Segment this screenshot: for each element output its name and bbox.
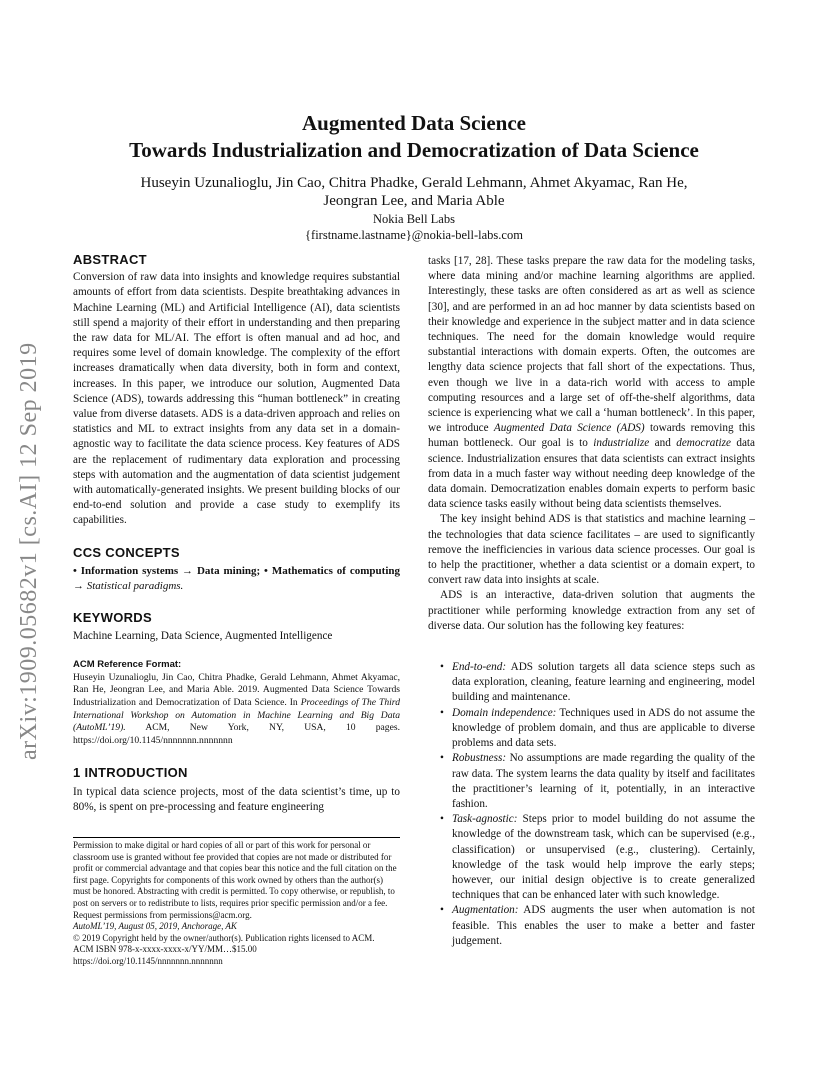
conference-line: AutoML’19, August 05, 2019, Anchorage, AK <box>73 921 237 932</box>
affiliation: Nokia Bell Labs <box>373 212 455 226</box>
footnote-divider <box>73 837 400 838</box>
paper-title-line1: Augmented Data Science <box>302 111 526 135</box>
keywords-heading: KEYWORDS <box>73 610 152 626</box>
bullet-glyph: • <box>440 752 444 765</box>
author-list-line2: Jeongran Lee, and Maria Able <box>323 193 505 209</box>
acm-reference-heading: ACM Reference Format: <box>73 658 182 670</box>
feature-name: Task-agnostic: <box>452 813 518 826</box>
left-column <box>73 252 400 815</box>
ccs-bullet1: • Information systems <box>73 564 179 577</box>
intro-paragraph-2: The key insight behind ADS is that statistics and machine learning – the technologies that data science facilitates – are used to significantly remove the inefficiencies in various data science processes. Our goal is to help the practitioner, whether a data scientist or a domain expert, to convert raw data into insights at scale. <box>428 513 755 587</box>
author-email: {firstname.lastname}@nokia-bell-labs.com <box>305 228 523 242</box>
copyright-line: © 2019 Copyright held by the owner/author(s). Publication rights licensed to ACM. <box>73 932 375 943</box>
intro-continued-paragraph <box>428 254 755 512</box>
intro-p1-ads-term: Augmented Data Science (ADS) <box>493 422 645 435</box>
feature-item-domain-independence <box>428 706 755 752</box>
arxiv-stamp: arXiv:1909.05682v1 [cs.AI] 12 Sep 2019 <box>16 342 42 760</box>
intro-p1-part-b: towards removing this human bottleneck. Our goal is to <box>428 422 756 450</box>
feature-name: End-to-end: <box>452 661 507 674</box>
intro-p1-democratize: democratize <box>676 437 731 450</box>
right-column <box>428 254 755 949</box>
isbn-line: ACM ISBN 978-x-xxxx-xxxx-x/YY/MM…$15.00 <box>73 944 257 955</box>
intro-p1-part-d: data science. Industrialization ensures that data scientists can extract insights from data in a much faster way without needing deep knowledge of the data domain. Democratization enables domain experts to perform basic data science tasks easily without being data scientists themselves. <box>428 437 756 511</box>
feature-item-augmentation <box>428 903 755 949</box>
feature-name: Domain independence: <box>452 706 557 719</box>
feature-item-robustness <box>428 751 755 812</box>
acm-reference-text <box>73 672 400 748</box>
bullet-glyph: • <box>440 706 444 719</box>
footnote-block <box>73 840 400 968</box>
bullet-glyph: • <box>440 813 444 826</box>
feature-list <box>428 660 755 949</box>
ccs-concepts <box>73 564 400 594</box>
keywords-text: Machine Learning, Data Science, Augmented Intelligence <box>73 630 333 643</box>
acm-reference-rest: ACM, New York, NY, USA, 10 pages. https://doi.org/10.1145/nnnnnnn.nnnnnnn <box>73 722 400 746</box>
feature-name: Augmentation: <box>452 904 519 917</box>
feature-text: Steps prior to model building do not assume the knowledge of the downstream task, which can be supervised (e.g., classification) or unsupervised (e.g., clustering). Certainly, knowledge of the task would help improve the early steps; however, our initial design objective is to create generalized techniques that can be enhanced later with such knowledge. <box>452 813 755 902</box>
bullet-glyph: • <box>440 661 444 674</box>
intro-heading: 1 INTRODUCTION <box>73 765 188 781</box>
ccs-bullet2: • Mathematics of computing <box>260 564 400 577</box>
feature-item-end-to-end <box>428 660 755 706</box>
ccs-item1: Data mining; <box>196 564 261 577</box>
acm-reference-authors: Huseyin Uzunalioglu, Jin Cao, Chitra Phadke, Gerald Lehmann, Ahmet Akyamac, Ran He, Jeongran Lee, and Maria Able. 2019. Augmented Data Science Towards Industrialization and Democratization of Data Science. In <box>73 671 400 709</box>
feature-text: ADS solution targets all data science steps such as data exploration, cleaning, feature learning and engineering, model building and maintenance. <box>452 661 755 704</box>
paper-title-line2: Towards Industrialization and Democratization of Data Science <box>129 138 699 162</box>
abstract-heading: ABSTRACT <box>73 252 147 267</box>
intro-text: In typical data science projects, most of the data scientist’s time, up to 80%, is spent on pre-processing and feature engineering <box>73 785 400 813</box>
ccs-heading: CCS CONCEPTS <box>73 544 180 560</box>
permission-notice: Permission to make digital or hard copies of all or part of this work for personal or classroom use is granted without fee provided that copies are not made or distributed for profit or commercial advantage and that copies bear this notice and the full citation on the first page. Copyrights for components of this work owned by others than the author(s) must be honored. Abstracting with credit is permitted. To copy otherwise, or republish, to post on servers or to redistribute to lists, requires prior specific permission and/or a fee. Request permissions from permissions@acm.org. <box>73 840 397 920</box>
ccs-arrow2: → <box>73 580 87 593</box>
intro-paragraph-3: ADS is an interactive, data-driven solution that augments the practitioner while performing knowledge extraction from any set of diverse data. Our solution has the following key features: <box>428 589 755 632</box>
intro-p1-part-a: tasks [17, 28]. These tasks prepare the raw data for the modeling tasks, where data mining and/or machine learning algorithms are applied. Interestingly, these tasks are often considered as art as well as science [30], and are performed in an ad hoc manner by data scientists based on their knowledge and experience in the subject matter and in data science techniques. The need for the domain knowledge would require substantial interactions with domain experts. Often, the outcomes are lengthy data science projects that fall short of the expectations. Thus, even though we live in a data-rich world with access to ample computing resources and a large set of off-the-shelf algorithms, data science is experiencing what we call a ‘human bottleneck’. In this paper, we introduce <box>428 255 755 435</box>
feature-text: ADS augments the user when automation is not feasible. This enables the user to make a better and faster judgement. <box>452 904 755 947</box>
bullet-glyph: • <box>440 904 444 917</box>
doi-link[interactable]: https://doi.org/10.1145/nnnnnnn.nnnnnnn <box>73 955 223 966</box>
feature-text: Techniques used in ADS do not assume the knowledge of problem domain, and thus are applicable to diverse problems and data sets. <box>452 706 756 750</box>
ccs-arrow1: → <box>178 564 197 577</box>
abstract-text: Conversion of raw data into insights and knowledge requires substantial amounts of effort from data scientists. Despite breathtaking advances in Machine Learning (ML) and Artificial Intelligence (AI), data scientists still spend a majority of their effort in understanding and then preparing the raw data for ML/AI. The effort is often manual and ad hoc, and requires some level of domain knowledge. The complexity of the effort increases dramatically when data diversity, both in form and context, increases. In this paper, we introduce our solution, Augmented Data Science (ADS), towards addressing this “human bottleneck” in creating value from diverse datasets. ADS is a data-driven approach and relies on statistics and ML to extract insights from any data set in a domain-agnostic way to facilitate the data science process. Key features of ADS are the replacement of rudimentary data exploration and processing steps with automation and the augmentation of data scientist judgement with automatically-generated insights. We present building blocks of our end-to-end solution and provide a case study to exemplify its capabilities. <box>73 271 400 527</box>
feature-name: Robustness: <box>452 752 507 765</box>
feature-text: No assumptions are made regarding the quality of the raw data. The system learns the data quality by itself and facilitates the practitioner’s learning of it, potentially, in an interactive fashion. <box>452 752 755 810</box>
intro-p1-part-c: and <box>649 437 677 450</box>
feature-item-task-agnostic <box>428 812 755 903</box>
acm-reference-venue: Proceedings of The Third International Workshop on Automation in Machine Learning and Big Data (AutoML’19). <box>73 697 400 734</box>
intro-p1-industrialize: industrialize <box>593 437 650 450</box>
ccs-item2: Statistical paradigms. <box>86 580 184 593</box>
author-list-line1: Huseyin Uzunalioglu, Jin Cao, Chitra Phadke, Gerald Lehmann, Ahmet Akyamac, Ran He, <box>140 175 688 191</box>
